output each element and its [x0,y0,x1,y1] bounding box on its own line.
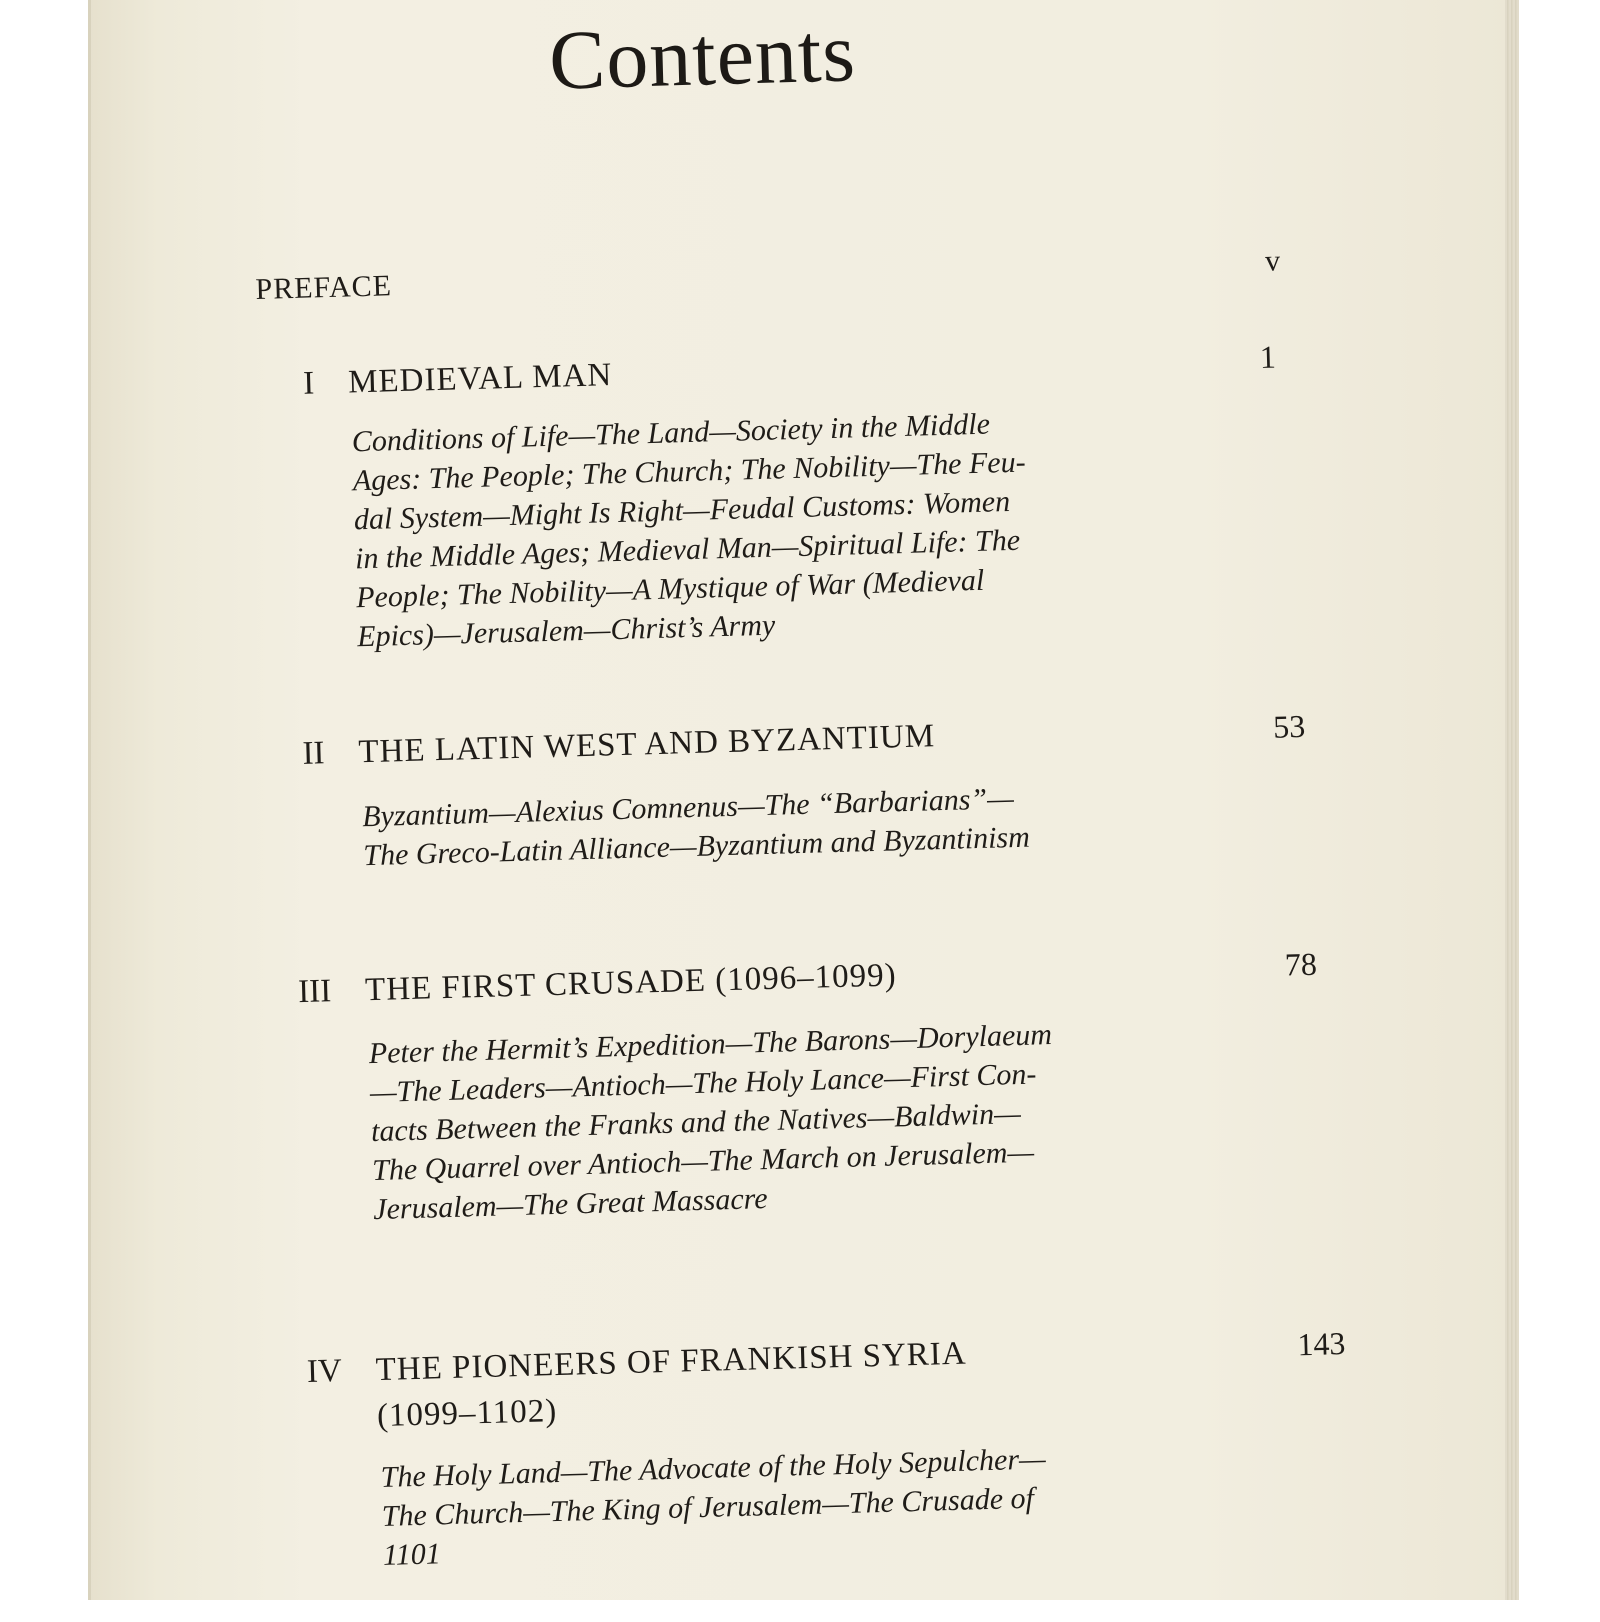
description-line: The Greco-Latin Alliance—Byzantium and Byzantinism [362,820,1031,873]
chapter-title-dates: (1099–1102) [376,1393,558,1435]
description-line: Epics)—Jerusalem—Christ’s Army [356,608,776,654]
description-line: in the Middle Ages; Medieval Man—Spiritual Life: The [354,523,1021,576]
chapter-title: THE FIRST CRUSADE (1096–1099) [364,957,898,1009]
chapter-description [362,774,1194,875]
description-line: tacts Between the Franks and the Natives—Baldwin— [370,1096,1022,1149]
chapter-page-number: 143 [1296,1324,1346,1363]
description-line: Conditions of Life—The Land—Society in the Middle [351,407,991,459]
chapter-title: THE PIONEERS OF FRANKISH SYRIA [375,1335,968,1389]
chapter-description [380,1434,1253,1575]
description-line: Byzantium—Alexius Comnenus—The “Barbarians”— [361,782,1015,834]
chapter-number: III [297,973,332,1011]
chapter-description [351,399,1187,656]
description-line: The Holy Land—The Advocate of the Holy Sepulcher— [380,1442,1047,1494]
chapter-title: THE LATIN WEST AND BYZANTIUM [357,718,936,771]
chapter-title: MEDIEVAL MAN [347,357,613,401]
chapter-page-number: 53 [1272,707,1306,745]
description-line: Ages: The People; The Church; The Nobility—The Feu- [352,445,1027,498]
page-title: Contents [547,6,858,108]
description-line: The Quarrel over Antioch—The March on Jerusalem— [371,1135,1035,1188]
description-line: Peter the Hermit’s Expedition—The Barons—Dorylaeum [368,1018,1053,1071]
chapter-number: IV [306,1353,343,1390]
description-line: 1101 [382,1537,442,1572]
chapter-number: I [302,365,315,402]
chapter-page-number: 1 [1259,338,1277,375]
description-line: dal System—Might Is Right—Feudal Customs: Women [353,485,1011,537]
description-line: People; The Nobility—A Mystique of War (Medieval [355,563,985,615]
preface-page-number: v [1264,244,1281,278]
description-line: —The Leaders—Antioch—The Holy Lance—First Con- [369,1057,1037,1110]
chapter-number: II [302,735,326,772]
chapter-page-number: 78 [1284,945,1318,983]
preface-label: PREFACE [255,269,393,306]
chapter-description [368,1010,1223,1229]
description-line: Jerusalem—The Great Massacre [372,1182,768,1227]
description-line: The Church—The King of Jerusalem—The Crusade of [381,1481,1035,1533]
